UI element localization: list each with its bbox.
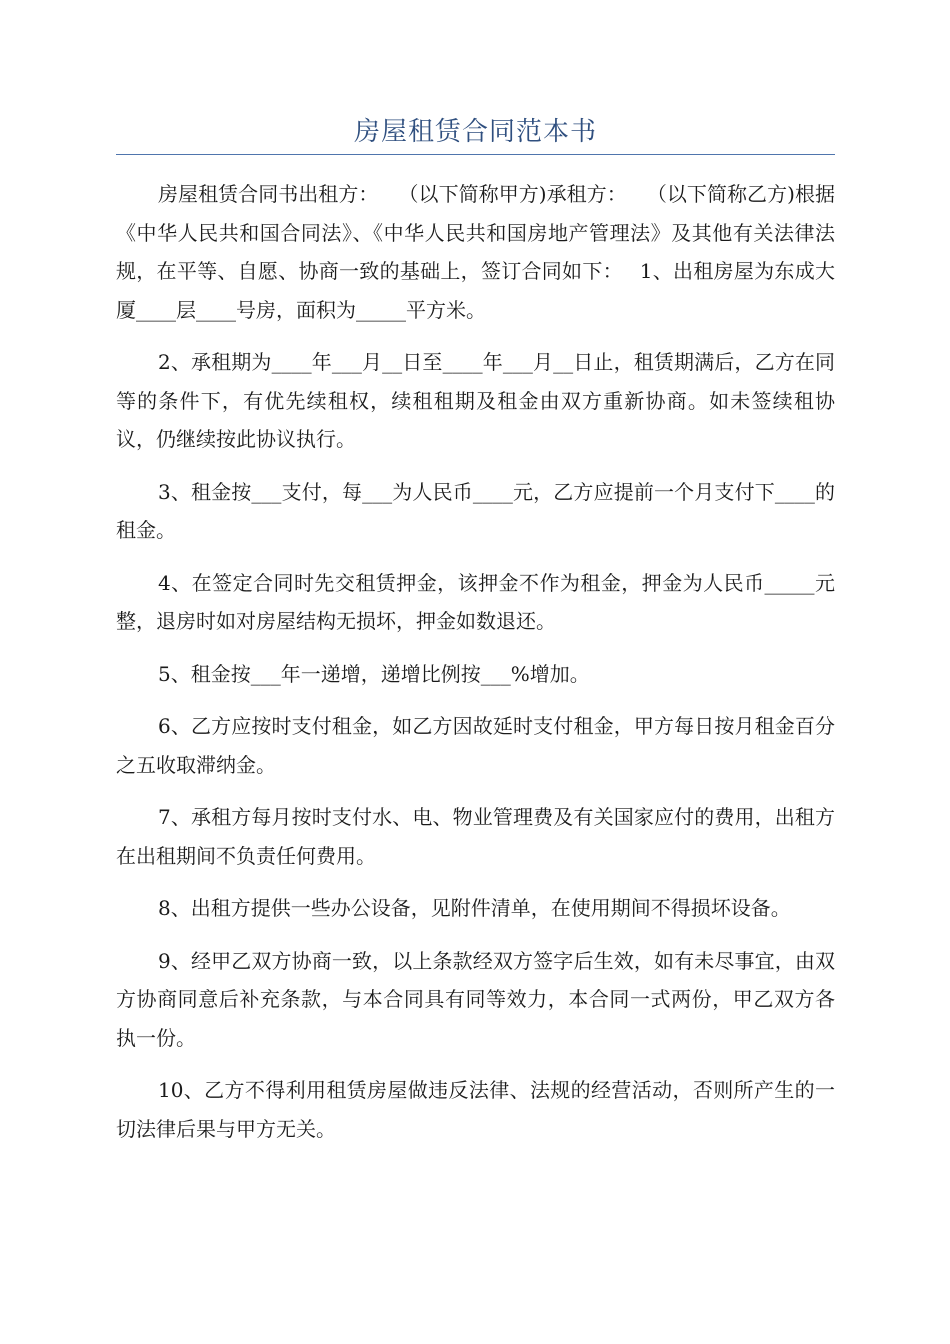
paragraph-clause-8: 8、出租方提供一些办公设备，见附件清单，在使用期间不得损坏设备。 — [158, 896, 791, 920]
paragraph-clause-6: 6、乙方应按时支付租金，如乙方因故延时支付租金，甲方每日按月租金百分之五收取滞纳金。 — [116, 714, 835, 777]
paragraph-clause-2: 2、承租期为____年___月__日至____年___月__日止，租赁期满后，乙方在同等的条件下，有优先续租权，续租租期及租金由双方重新协商。如未签续租协议，仍继续按此协议执行。 — [116, 350, 835, 451]
paragraph-clause-7: 7、承租方每月按时支付水、电、物业管理费及有关国家应付的费用，出租方在出租期间不负责任何费用。 — [116, 805, 835, 868]
paragraph-clause-9: 9、经甲乙双方协商一致，以上条款经双方签字后生效，如有未尽事宜，由双方协商同意后补充条款，与本合同具有同等效力，本合同一式两份，甲乙双方各执一份。 — [116, 948, 835, 1050]
paragraph-clause-5: 5、租金按___年一递增，递增比例按___%增加。 — [158, 661, 590, 686]
paragraph-clause-3: 3、租金按___支付，每___为人民币____元，乙方应提前一个月支付下____的租金。 — [116, 479, 835, 542]
title-underline — [116, 154, 835, 155]
document-body — [116, 175, 835, 1162]
paragraph-intro: 房屋租赁合同书出租方： （以下简称甲方)承租方： （以下简称乙方)根据《中华人民共和国合同法》、《中华人民共和国房地产管理法》及其他有关法律法规，在平等、自愿、协商一致的基础上，签订合同如下： 1、出租房屋为东成大厦____层____号房，面积为_____平方米。 — [116, 182, 835, 322]
document-title: 房屋租赁合同范本书 — [353, 117, 597, 147]
paragraph-clause-4: 4、在签定合同时先交租赁押金，该押金不作为租金，押金为人民币_____元整，退房时如对房屋结构无损坏，押金如数退还。 — [116, 570, 835, 633]
paragraph-clause-10: 10、乙方不得利用租赁房屋做违反法律、法规的经营活动，否则所产生的一切法律后果与甲方无关。 — [116, 1078, 835, 1141]
